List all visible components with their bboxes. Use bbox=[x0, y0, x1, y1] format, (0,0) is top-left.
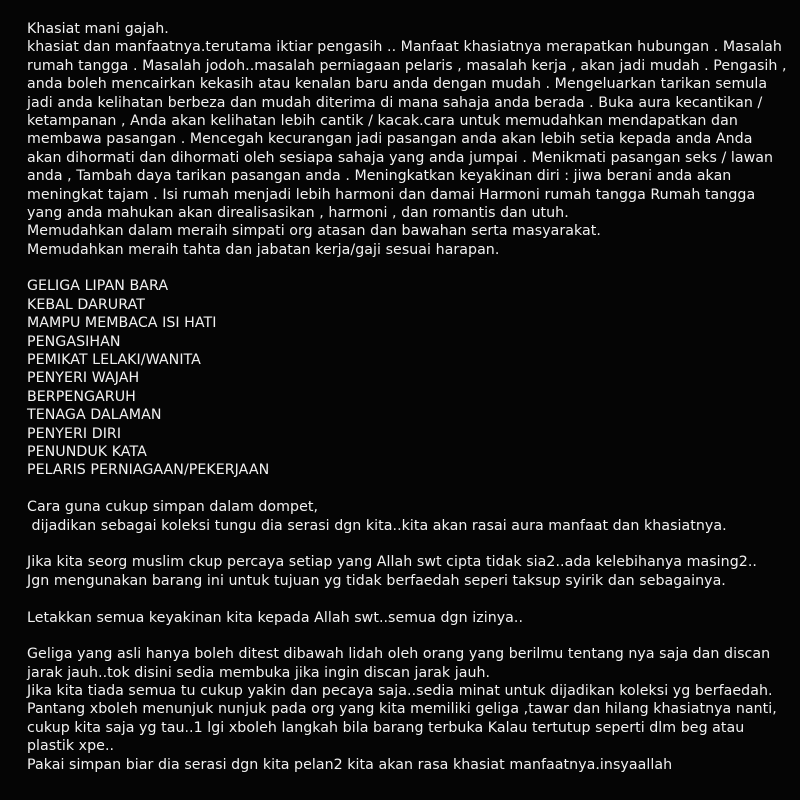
blank-line bbox=[27, 590, 787, 608]
closing-line: Pakai simpan biar dia serasi dgn kita pelan2 kita akan rasa khasiat manfaatnya.insyaallah bbox=[27, 756, 673, 773]
intro-line: rumah tangga . Masalah jodoh..masalah perniagaan pelaris , masalah kerja , akan jadi mudah . Pengasih , bbox=[27, 57, 787, 74]
benefit-item: GELIGA LIPAN BARA bbox=[27, 278, 169, 295]
faith-line: Letakkan semua keyakinan kita kepada Allah swt..semua dgn izinya.. bbox=[27, 609, 524, 626]
benefit-item: PENGASIHAN bbox=[27, 333, 121, 350]
benefit-item: PELARIS PERNIAGAAN/PEKERJAAN bbox=[27, 462, 270, 479]
benefit-item: PENYERI WAJAH bbox=[27, 370, 140, 387]
intro-line: membawa pasangan . Mencegah kecurangan jadi pasangan anda akan lebih setia kepada anda Anda bbox=[27, 131, 753, 148]
intro-line: yang anda mahukan akan direalisasikan , harmoni , dan romantis dan utuh. bbox=[27, 204, 569, 221]
benefit-item: KEBAL DARURAT bbox=[27, 296, 145, 313]
intro-line: Memudahkan dalam meraih simpati org atasan dan bawahan serta masyarakat. bbox=[27, 223, 601, 240]
closing-line: plastik xpe.. bbox=[27, 738, 115, 755]
belief-line: Jika kita seorg muslim ckup percaya setiap yang Allah swt cipta tidak sia2..ada kelebihanya masing2.. bbox=[27, 554, 757, 571]
blank-line bbox=[27, 259, 787, 277]
belief-line: Jgn mengunakan barang ini untuk tujuan yg tidak berfaedah seperi taksup syirik dan sebagainya. bbox=[27, 572, 726, 589]
benefit-item: PENUNDUK KATA bbox=[27, 443, 147, 460]
closing-line: jarak jauh..tok disini sedia membuka jika ingin discan jarak jauh. bbox=[27, 664, 491, 681]
blank-line bbox=[27, 480, 787, 498]
benefit-item: BERPENGARUH bbox=[27, 388, 136, 405]
post-text bbox=[27, 20, 787, 774]
benefit-item: MAMPU MEMBACA ISI HATI bbox=[27, 315, 217, 332]
intro-line: khasiat dan manfaatnya.terutama iktiar pengasih .. Manfaat khasiatnya merapatkan hubungan . Masalah bbox=[27, 39, 782, 56]
intro-line: anda boleh mencairkan kekasih atau kenalan baru anda dengan mudah . Mengeluarkan tarikan semula bbox=[27, 76, 768, 93]
usage-paragraph bbox=[27, 498, 787, 535]
intro-line: jadi anda kelihatan berbeza dan mudah diterima di mana sahaja anda berada . Buka aura kecantikan / bbox=[27, 94, 763, 111]
closing-line: Jika kita tiada semua tu cukup yakin dan pecaya saja..sedia minat untuk dijadikan koleksi yg berfaedah. bbox=[27, 683, 773, 700]
intro-line: anda , Tambah daya tarikan pasangan anda . Meningkatkan keyakinan diri : jiwa berani anda akan bbox=[27, 168, 732, 185]
benefit-item: TENAGA DALAMAN bbox=[27, 407, 162, 424]
benefits-list bbox=[27, 277, 787, 479]
benefit-item: PENYERI DIRI bbox=[27, 425, 122, 442]
intro-line: akan dihormati dan dihormati oleh sesiapa sahaja yang anda jumpai . Menikmati pasangan seks / lawan bbox=[27, 149, 774, 166]
intro-paragraph bbox=[27, 38, 787, 259]
intro-line: ketampanan , Anda akan kelihatan lebih cantik / kacak.cara untuk memudahkan mendapatkan dan bbox=[27, 112, 738, 129]
blank-line bbox=[27, 627, 787, 645]
blank-line bbox=[27, 535, 787, 553]
intro-line: Memudahkan meraih tahta dan jabatan kerja/gaji sesuai harapan. bbox=[27, 241, 500, 258]
post-title: Khasiat mani gajah. bbox=[27, 21, 169, 37]
belief-paragraph bbox=[27, 553, 787, 590]
usage-line: Cara guna cukup simpan dalam dompet, bbox=[27, 499, 319, 516]
closing-paragraph bbox=[27, 645, 787, 774]
closing-line: Geliga yang asli hanya boleh ditest dibawah lidah oleh orang yang berilmu tentang nya saja dan discan bbox=[27, 646, 771, 663]
benefit-item: PEMIKAT LELAKI/WANITA bbox=[27, 352, 201, 369]
usage-line: dijadikan sebagai koleksi tungu dia serasi dgn kita..kita akan rasai aura manfaat dan khasiatnya. bbox=[27, 517, 727, 534]
intro-line: meningkat tajam . Isi rumah menjadi lebih harmoni dan damai Harmoni rumah tangga Rumah tangga bbox=[27, 186, 756, 203]
closing-line: cukup kita saja yg tau..1 lgi xboleh langkah bila barang terbuka Kalau tertutup seperti dlm beg atau bbox=[27, 719, 745, 736]
closing-line: Pantang xboleh menunjuk nunjuk pada org yang kita memiliki geliga ,tawar dan hilang khasiatnya nanti, bbox=[27, 701, 777, 718]
